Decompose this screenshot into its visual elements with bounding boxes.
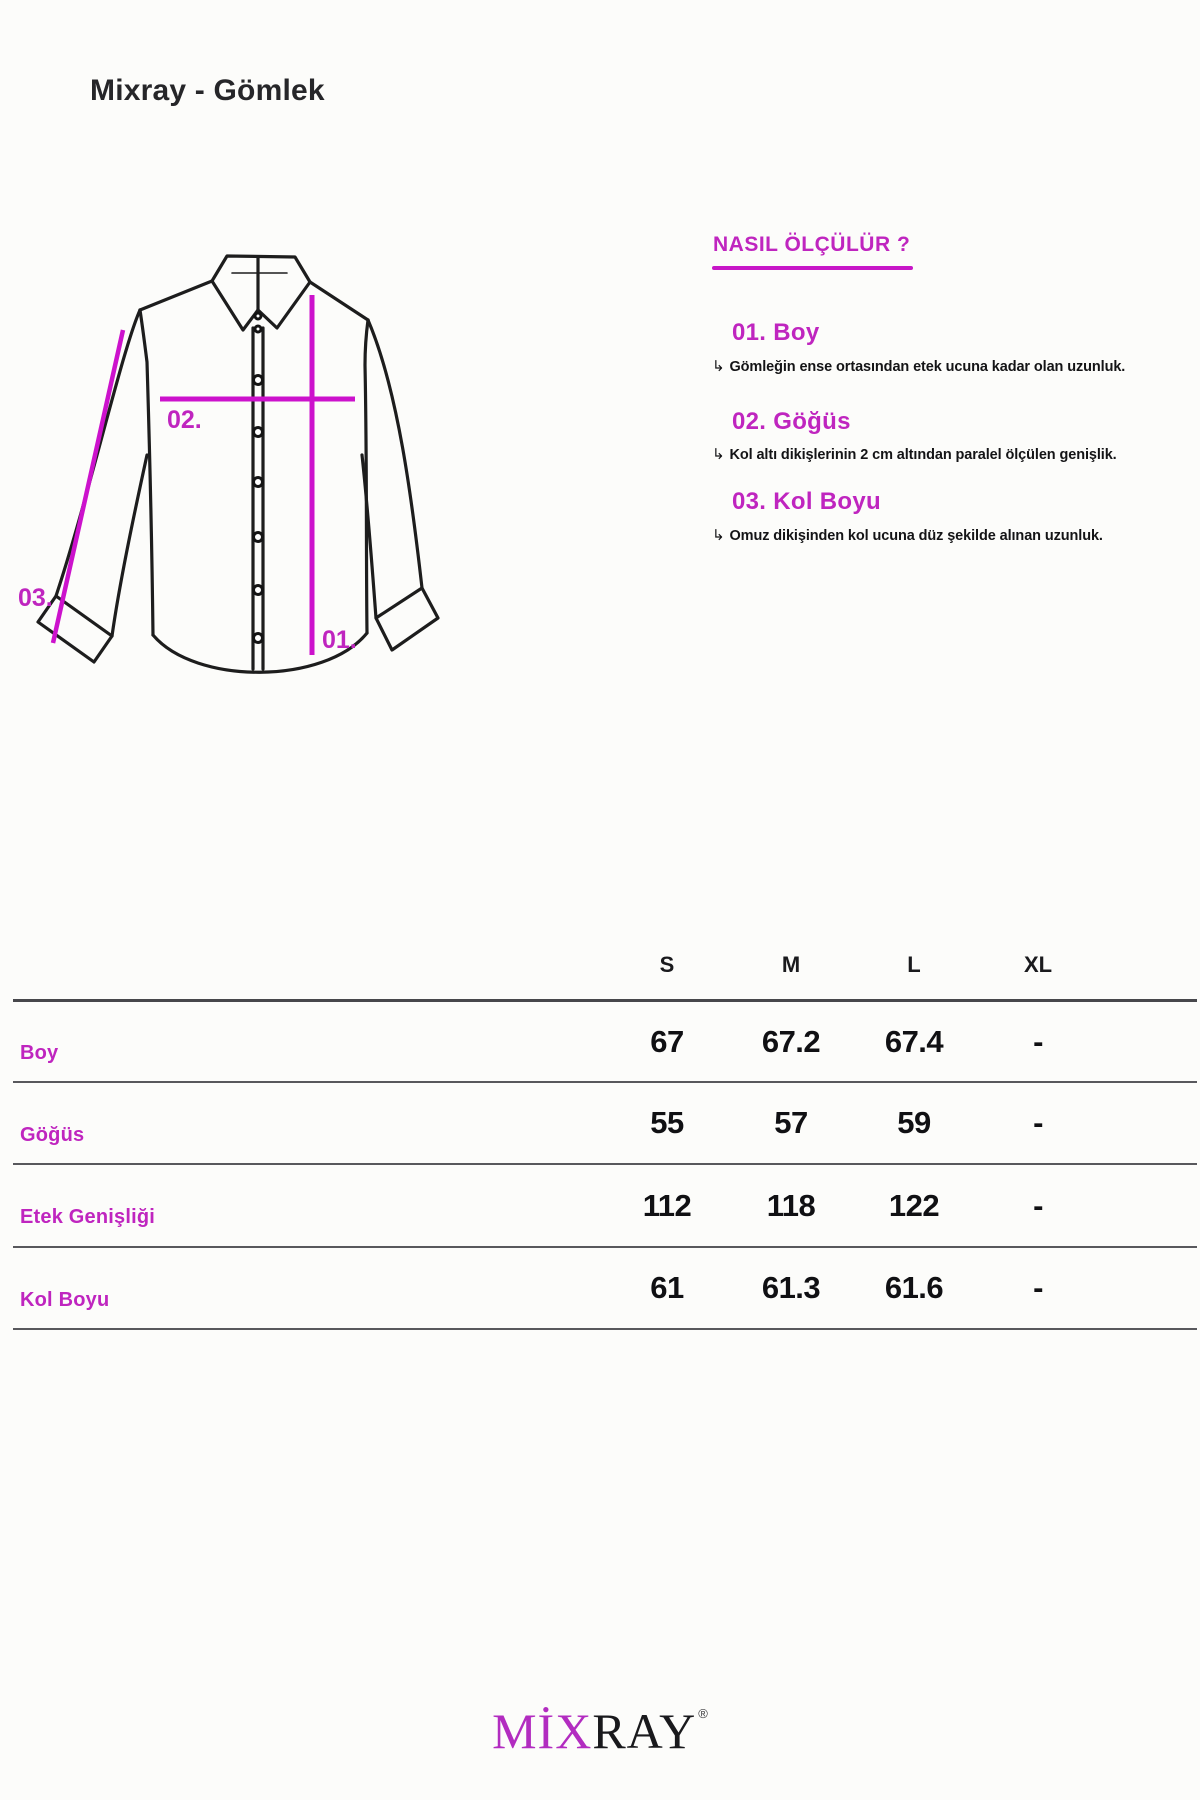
measure-arrow-icon: ↳ <box>712 445 725 463</box>
measure-line-sleeve <box>53 330 123 643</box>
cell-etek-s: 112 <box>642 1187 692 1223</box>
brand-logo-mix: MİX <box>492 1703 593 1759</box>
howto-title-underline <box>712 266 913 270</box>
cell-boy-m: 67.2 <box>761 1023 821 1059</box>
page-title: Mixray - Gömlek <box>90 74 325 107</box>
howto-heading-gogus: 02. Göğüs <box>732 408 851 435</box>
cell-kol-s: 61 <box>650 1270 684 1305</box>
howto-heading-kol-boyu: 03. Kol Boyu <box>732 488 881 515</box>
cell-kol-xl: - <box>1033 1270 1043 1305</box>
cell-etek-l: 122 <box>888 1187 940 1223</box>
column-header-s: S <box>659 951 675 977</box>
row-label-gogus: Göğüs <box>20 1123 85 1146</box>
column-header-m: M <box>781 951 801 977</box>
table-row-kol-boyu <box>0 1248 1200 1328</box>
diagram-label-chest: 02. <box>167 406 202 434</box>
howto-desc-gogus <box>712 445 1117 463</box>
table-row-boy <box>0 1002 1200 1081</box>
size-table <box>0 930 1200 1340</box>
registered-trademark-icon: ® <box>698 1706 708 1721</box>
row-label-kol-boyu: Kol Boyu <box>20 1288 110 1311</box>
howto-desc-kol-boyu-text: Omuz dikişinden kol ucuna düz şekilde alınan uzunluk. <box>729 528 1103 544</box>
howto-desc-kol-boyu <box>712 526 1103 544</box>
measurement-lines <box>53 295 355 655</box>
cell-boy-xl: - <box>1033 1023 1043 1059</box>
shirt-buttons <box>254 313 263 643</box>
howto-title: NASIL ÖLÇÜLÜR ? <box>713 233 911 256</box>
cell-etek-m: 118 <box>766 1187 816 1223</box>
cell-gogus-xl: - <box>1033 1105 1043 1140</box>
column-header-l: L <box>907 951 921 977</box>
shirt-outline <box>38 256 438 672</box>
measure-arrow-icon: ↳ <box>712 357 725 375</box>
row-label-boy: Boy <box>20 1042 59 1064</box>
brand-logo-ray: RAY <box>592 1703 697 1759</box>
howto-desc-boy-text: Gömleğin ense ortasından etek ucuna kadar olan uzunluk. <box>729 359 1126 375</box>
cell-gogus-m: 57 <box>774 1105 808 1140</box>
shirt-diagram <box>10 210 470 680</box>
diagram-label-sleeve: 03. <box>18 584 53 612</box>
cell-etek-xl: - <box>1033 1187 1043 1223</box>
cell-gogus-l: 59 <box>897 1105 931 1140</box>
table-row-gogus <box>0 1083 1200 1163</box>
table-divider <box>13 1328 1197 1330</box>
table-header-row <box>0 930 1200 999</box>
howto-heading-boy: 01. Boy <box>732 319 820 346</box>
cell-boy-l: 67.4 <box>884 1023 944 1059</box>
column-header-xl: XL <box>1023 951 1053 977</box>
row-label-etek-genisligi: Etek Genişliği <box>20 1206 156 1228</box>
cell-gogus-s: 55 <box>650 1105 684 1140</box>
howto-desc-gogus-text: Kol altı dikişlerinin 2 cm altından paralel ölçülen genişlik. <box>729 447 1117 463</box>
table-row-etek-genisligi <box>0 1165 1200 1246</box>
cell-boy-s: 67 <box>650 1023 684 1059</box>
cell-kol-m: 61.3 <box>761 1270 821 1305</box>
measure-arrow-icon: ↳ <box>712 526 725 544</box>
brand-logo <box>0 1703 1200 1759</box>
diagram-label-length: 01. <box>322 626 357 654</box>
howto-desc-boy <box>712 357 1125 375</box>
cell-kol-l: 61.6 <box>884 1270 944 1305</box>
